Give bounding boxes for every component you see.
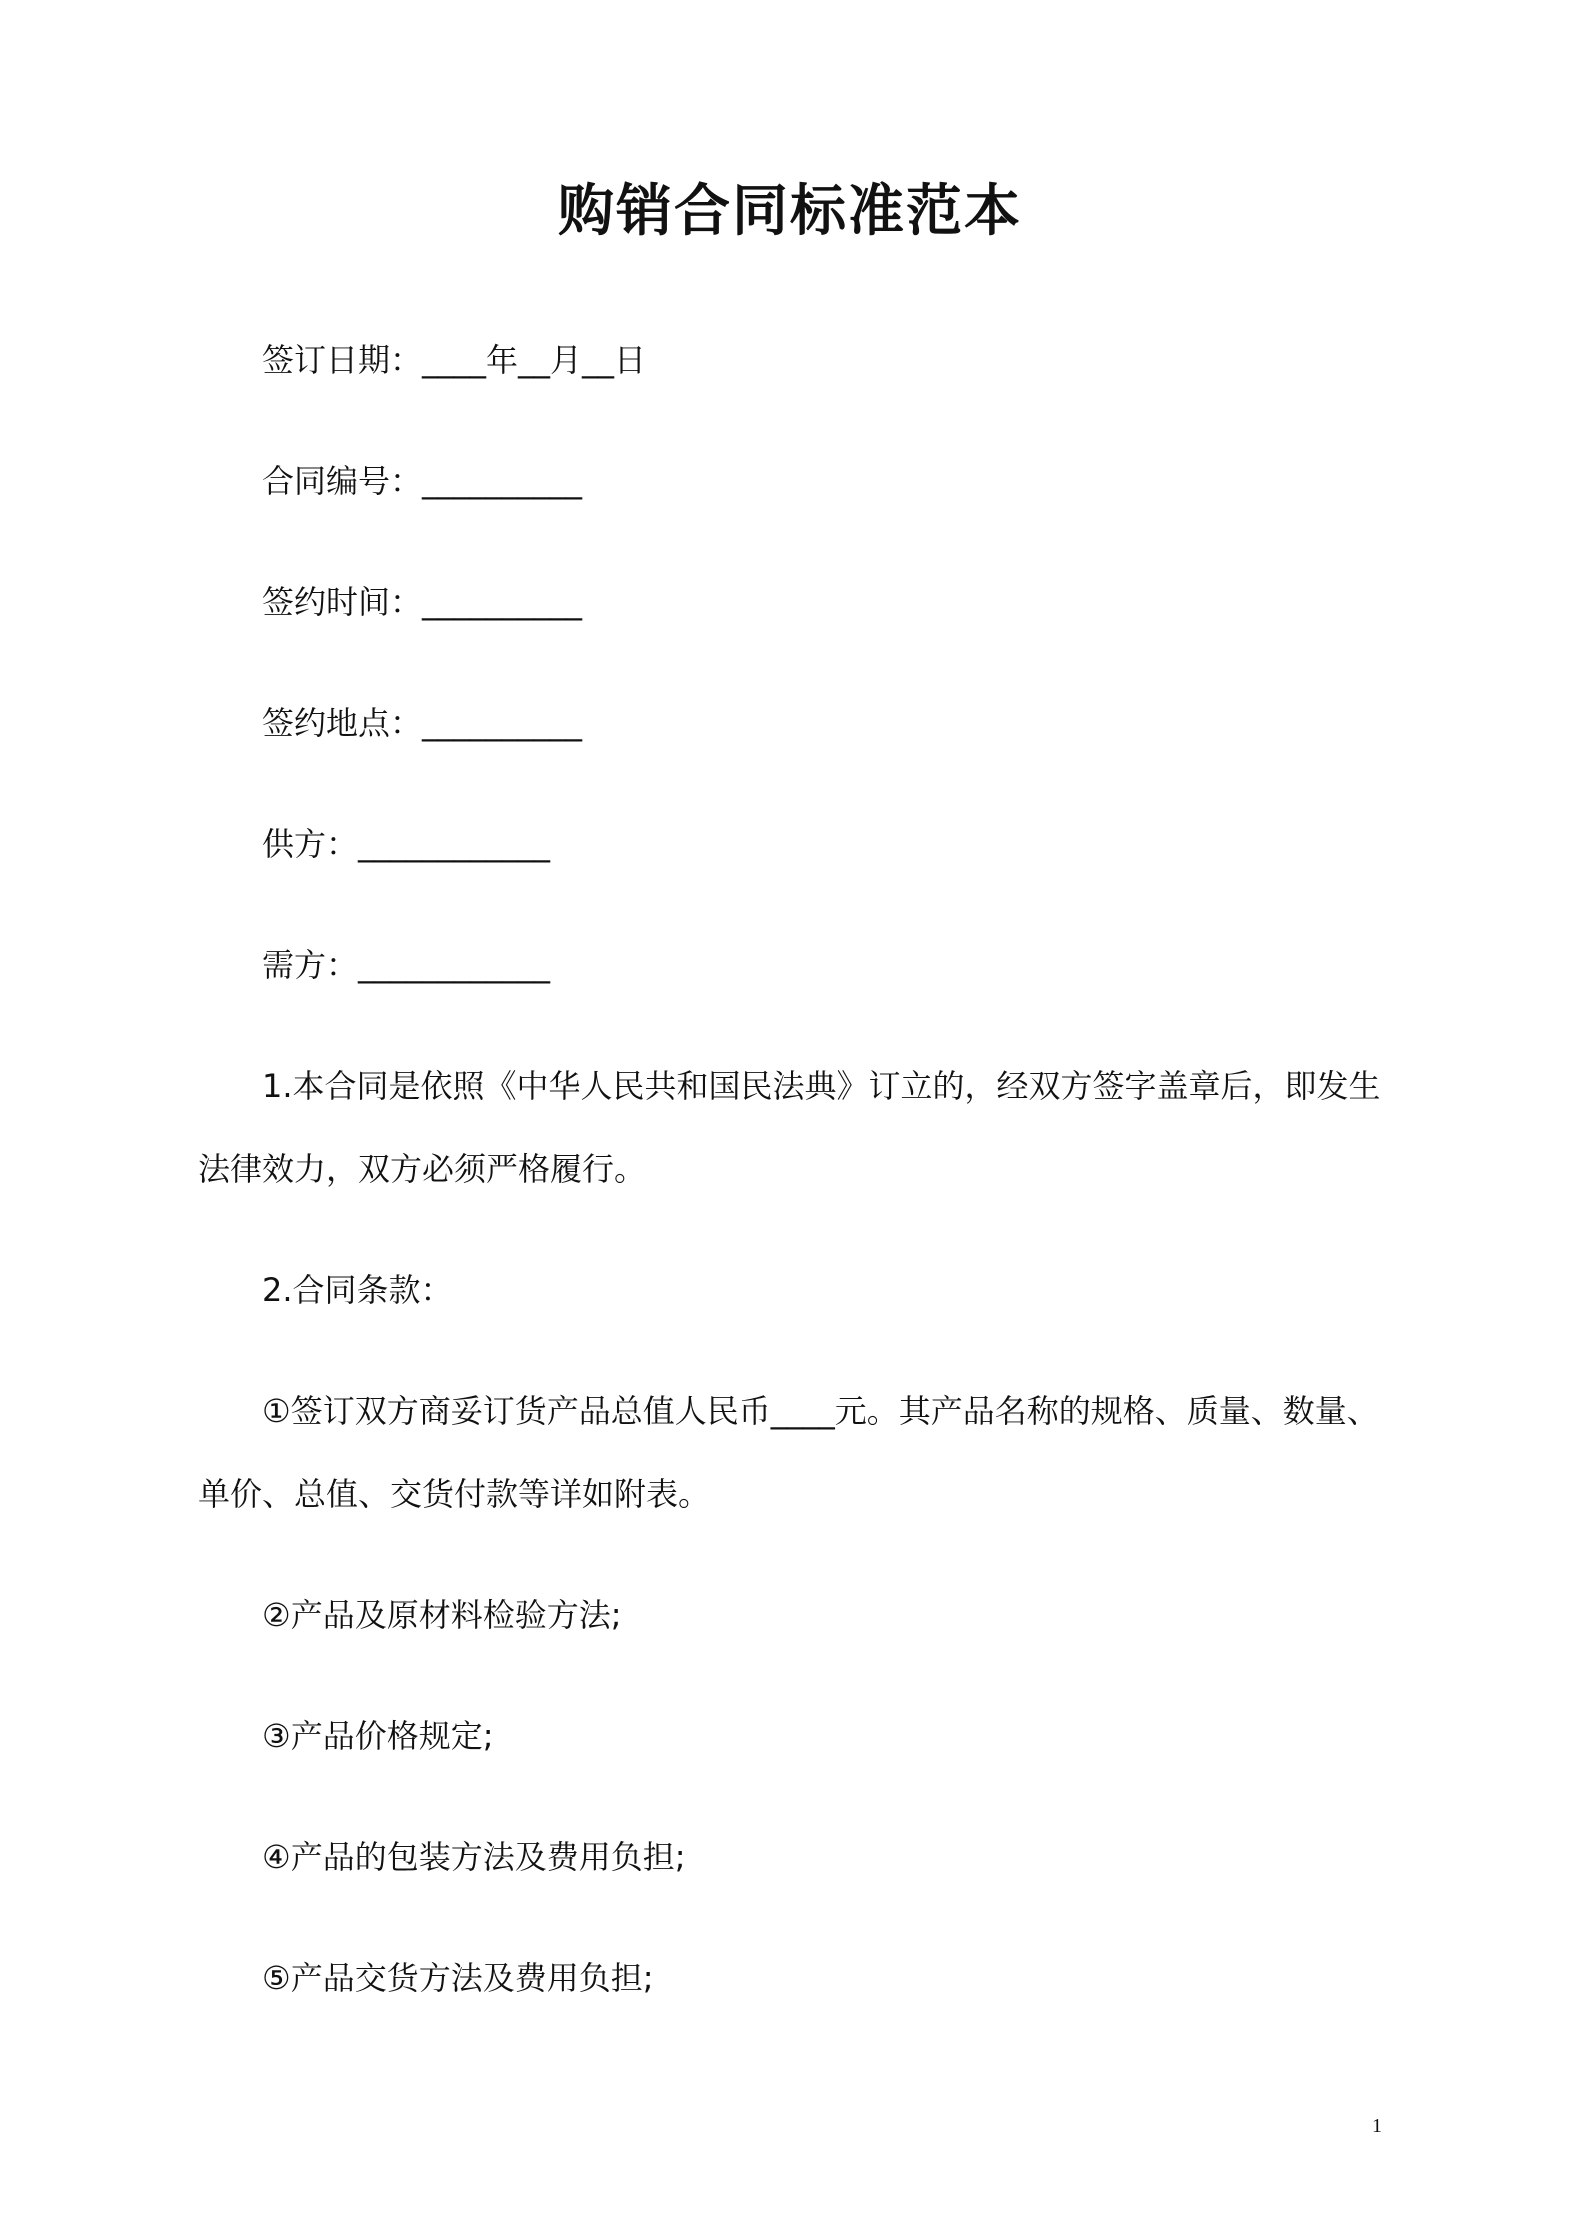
clause-2-item-2: ②产品及原材料检验方法; (262, 1596, 622, 1634)
clause-2-item-3: ③产品价格规定; (262, 1717, 494, 1755)
page-number: 1 (1372, 2115, 1382, 2137)
clause-1-line-1: 1.本合同是依照《中华人民共和国民法典》订立的，经双方签字盖章后，即发生 (262, 1067, 1381, 1105)
clause-2-heading: 2.合同条款： (262, 1271, 453, 1309)
sign-date-field: 签订日期：____年__月__日 (262, 341, 647, 379)
clause-2-item-4: ④产品的包装方法及费用负担; (262, 1838, 686, 1876)
sign-time-field: 签约时间：__________ (262, 583, 583, 621)
clause-2-item-1-line-1: ①签订双方商妥订货产品总值人民币____元。其产品名称的规格、质量、数量、 (262, 1392, 1379, 1430)
clause-2-item-5: ⑤产品交货方法及费用负担; (262, 1959, 654, 1997)
document-title: 购销合同标准范本 (558, 179, 1022, 244)
supplier-field: 供方：____________ (262, 825, 551, 863)
buyer-field: 需方：____________ (262, 946, 551, 984)
clause-1-line-2: 法律效力，双方必须严格履行。 (198, 1150, 647, 1188)
clause-2-item-1-line-2: 单价、总值、交货付款等详如附表。 (198, 1475, 711, 1513)
sign-place-field: 签约地点：__________ (262, 704, 583, 742)
contract-number-field: 合同编号：__________ (262, 462, 583, 500)
